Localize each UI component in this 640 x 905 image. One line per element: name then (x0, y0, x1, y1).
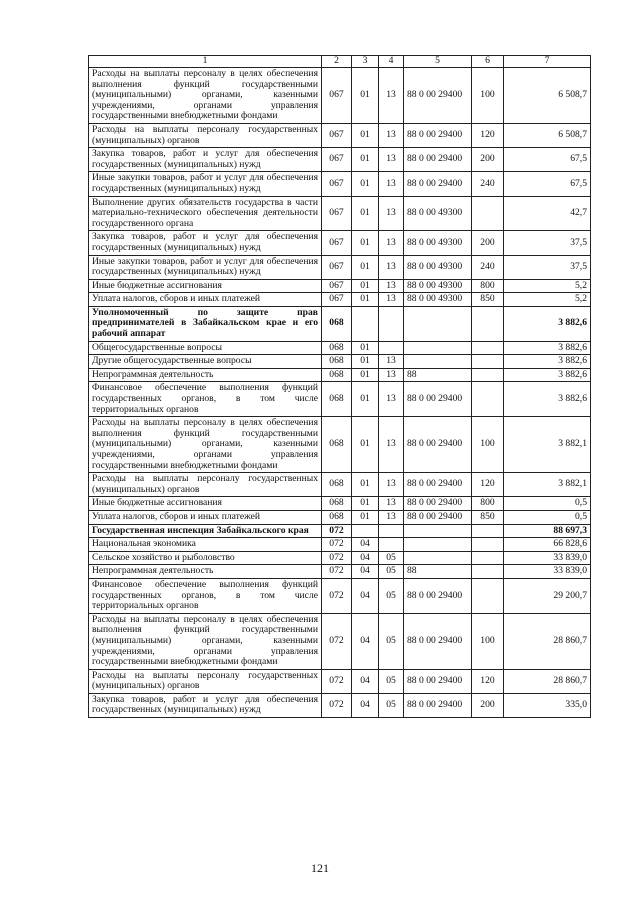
target-article-cell: 88 0 00 49300 (404, 196, 472, 231)
table-row (89, 669, 591, 693)
item-name-cell: Уплата налогов, сборов и иных платежей (89, 293, 322, 307)
subsection-code-cell: 13 (379, 355, 404, 369)
subsection-code-cell: 05 (379, 551, 404, 565)
amount-cell: 335,0 (504, 693, 591, 717)
item-name-cell: Расходы на выплаты персоналу государственных (муниципальных) органов (89, 473, 322, 497)
subsection-code-cell (379, 341, 404, 355)
item-name-cell: Финансовое обеспечение выполнения функций государственных органов, в том числе территориальных органов (89, 382, 322, 417)
column-number: 7 (504, 56, 591, 68)
section-code-cell: 04 (352, 538, 379, 552)
subsection-code-cell: 13 (379, 172, 404, 196)
section-code-cell: 01 (352, 172, 379, 196)
admin-code-cell: 072 (322, 578, 352, 613)
item-name-cell: Закупка товаров, работ и услуг для обеспечения государственных (муниципальных) нужд (89, 231, 322, 255)
subsection-code-cell: 13 (379, 279, 404, 293)
section-code-cell: 01 (352, 148, 379, 172)
amount-cell: 3 882,6 (504, 306, 591, 341)
amount-cell: 28 860,7 (504, 613, 591, 669)
subsection-code-cell: 13 (379, 382, 404, 417)
column-number-row (89, 56, 591, 68)
table-row (89, 148, 591, 172)
amount-cell: 67,5 (504, 148, 591, 172)
item-name-cell: Расходы на выплаты персоналу в целях обеспечения выполнения функций государственными (муниципальными) органами, казенными учреждениями, органами управления государственными внебюджетными фондами (89, 613, 322, 669)
target-article-cell: 88 0 00 29400 (404, 473, 472, 497)
target-article-cell: 88 0 00 49300 (404, 255, 472, 279)
target-article-cell: 88 0 00 29400 (404, 148, 472, 172)
table-row (89, 578, 591, 613)
table-row (89, 473, 591, 497)
table-row (89, 255, 591, 279)
target-article-cell: 88 0 00 29400 (404, 172, 472, 196)
amount-cell: 29 200,7 (504, 578, 591, 613)
expense-type-cell: 800 (472, 279, 504, 293)
amount-cell: 5,2 (504, 279, 591, 293)
amount-cell: 6 508,7 (504, 68, 591, 124)
admin-code-cell: 072 (322, 551, 352, 565)
expense-type-cell: 800 (472, 497, 504, 511)
item-name-cell: Государственная инспекция Забайкальского края (89, 524, 322, 538)
target-article-cell: 88 0 00 49300 (404, 293, 472, 307)
target-article-cell: 88 0 00 29400 (404, 510, 472, 524)
subsection-code-cell: 13 (379, 417, 404, 473)
target-article-cell (404, 538, 472, 552)
table-row (89, 417, 591, 473)
subsection-code-cell: 13 (379, 68, 404, 124)
admin-code-cell: 067 (322, 172, 352, 196)
item-name-cell: Непрограммная деятельность (89, 368, 322, 382)
section-code-cell: 01 (352, 497, 379, 511)
amount-cell: 66 828,6 (504, 538, 591, 552)
section-code-cell: 01 (352, 382, 379, 417)
table-row (89, 172, 591, 196)
admin-code-cell: 067 (322, 255, 352, 279)
subsection-code-cell: 13 (379, 368, 404, 382)
section-code-cell: 01 (352, 231, 379, 255)
item-name-cell: Уплата налогов, сборов и иных платежей (89, 510, 322, 524)
table-row (89, 497, 591, 511)
expense-type-cell (472, 306, 504, 341)
section-code-cell: 01 (352, 255, 379, 279)
expense-type-cell (472, 355, 504, 369)
subsection-code-cell: 13 (379, 473, 404, 497)
target-article-cell: 88 (404, 565, 472, 579)
expense-type-cell: 850 (472, 510, 504, 524)
expense-type-cell (472, 341, 504, 355)
expense-type-cell (472, 368, 504, 382)
item-name-cell: Выполнение других обязательств государства в части материально-технического обеспечения деятельности государственного органа (89, 196, 322, 231)
expense-type-cell: 100 (472, 613, 504, 669)
amount-cell: 6 508,7 (504, 123, 591, 147)
item-name-cell: Иные бюджетные ассигнования (89, 497, 322, 511)
expense-type-cell: 240 (472, 255, 504, 279)
column-number: 1 (89, 56, 322, 68)
amount-cell: 3 882,6 (504, 341, 591, 355)
target-article-cell: 88 0 00 29400 (404, 578, 472, 613)
target-article-cell: 88 0 00 49300 (404, 279, 472, 293)
subsection-code-cell (379, 524, 404, 538)
subsection-code-cell: 13 (379, 123, 404, 147)
table-row (89, 510, 591, 524)
table-row (89, 613, 591, 669)
item-name-cell: Иные закупки товаров, работ и услуг для обеспечения государственных (муниципальных) нужд (89, 172, 322, 196)
table-row (89, 231, 591, 255)
item-name-cell: Расходы на выплаты персоналу государственных (муниципальных) органов (89, 123, 322, 147)
subsection-code-cell: 05 (379, 613, 404, 669)
item-name-cell: Иные бюджетные ассигнования (89, 279, 322, 293)
admin-code-cell: 068 (322, 510, 352, 524)
target-article-cell (404, 524, 472, 538)
section-code-cell: 01 (352, 123, 379, 147)
amount-cell: 33 839,0 (504, 565, 591, 579)
table-row (89, 551, 591, 565)
section-code-cell: 01 (352, 473, 379, 497)
section-code-cell: 01 (352, 68, 379, 124)
amount-cell: 3 882,1 (504, 417, 591, 473)
expense-type-cell: 120 (472, 123, 504, 147)
amount-cell: 28 860,7 (504, 669, 591, 693)
table-row (89, 368, 591, 382)
admin-code-cell: 068 (322, 368, 352, 382)
table-row (89, 355, 591, 369)
target-article-cell: 88 0 00 29400 (404, 382, 472, 417)
amount-cell: 33 839,0 (504, 551, 591, 565)
item-name-cell: Национальная экономика (89, 538, 322, 552)
subsection-code-cell: 05 (379, 693, 404, 717)
amount-cell: 3 882,1 (504, 473, 591, 497)
expense-type-cell: 200 (472, 231, 504, 255)
subsection-code-cell: 05 (379, 578, 404, 613)
admin-code-cell: 067 (322, 293, 352, 307)
target-article-cell: 88 0 00 29400 (404, 497, 472, 511)
subsection-code-cell: 13 (379, 510, 404, 524)
expense-type-cell (472, 538, 504, 552)
table-row (89, 196, 591, 231)
expense-type-cell: 850 (472, 293, 504, 307)
item-name-cell: Иные закупки товаров, работ и услуг для обеспечения государственных (муниципальных) нужд (89, 255, 322, 279)
amount-cell: 67,5 (504, 172, 591, 196)
budget-page (88, 55, 590, 718)
target-article-cell: 88 0 00 29400 (404, 669, 472, 693)
item-name-cell: Уполномоченный по защите прав предпринимателей в Забайкальском крае и его рабочий аппарат (89, 306, 322, 341)
section-code-cell: 04 (352, 578, 379, 613)
amount-cell: 37,5 (504, 255, 591, 279)
admin-code-cell: 072 (322, 669, 352, 693)
expense-type-cell (472, 524, 504, 538)
admin-code-cell: 072 (322, 524, 352, 538)
admin-code-cell: 068 (322, 497, 352, 511)
section-code-cell: 04 (352, 693, 379, 717)
table-row (89, 524, 591, 538)
target-article-cell (404, 551, 472, 565)
section-code-cell: 01 (352, 368, 379, 382)
expense-type-cell: 100 (472, 417, 504, 473)
section-code-cell: 01 (352, 510, 379, 524)
admin-code-cell: 067 (322, 148, 352, 172)
target-article-cell: 88 (404, 368, 472, 382)
admin-code-cell: 067 (322, 68, 352, 124)
table-row (89, 341, 591, 355)
section-code-cell: 01 (352, 341, 379, 355)
item-name-cell: Финансовое обеспечение выполнения функций государственных органов, в том числе территориальных органов (89, 578, 322, 613)
admin-code-cell: 068 (322, 417, 352, 473)
target-article-cell (404, 355, 472, 369)
admin-code-cell: 067 (322, 123, 352, 147)
section-code-cell: 01 (352, 279, 379, 293)
expense-type-cell: 240 (472, 172, 504, 196)
amount-cell: 3 882,6 (504, 355, 591, 369)
column-number: 4 (379, 56, 404, 68)
target-article-cell (404, 341, 472, 355)
subsection-code-cell: 13 (379, 293, 404, 307)
section-code-cell: 04 (352, 613, 379, 669)
expense-type-cell: 120 (472, 669, 504, 693)
expense-type-cell (472, 551, 504, 565)
column-number: 2 (322, 56, 352, 68)
section-code-cell: 01 (352, 417, 379, 473)
target-article-cell (404, 306, 472, 341)
admin-code-cell: 068 (322, 473, 352, 497)
amount-cell: 88 697,3 (504, 524, 591, 538)
table-row (89, 279, 591, 293)
amount-cell: 3 882,6 (504, 382, 591, 417)
item-name-cell: Расходы на выплаты персоналу в целях обеспечения выполнения функций государственными (муниципальными) органами, казенными учреждениями, органами управления государственными внебюджетными фондами (89, 68, 322, 124)
item-name-cell: Закупка товаров, работ и услуг для обеспечения государственных (муниципальных) нужд (89, 148, 322, 172)
subsection-code-cell: 13 (379, 497, 404, 511)
table-row (89, 68, 591, 124)
expense-type-cell (472, 565, 504, 579)
subsection-code-cell: 13 (379, 148, 404, 172)
amount-cell: 42,7 (504, 196, 591, 231)
column-number: 6 (472, 56, 504, 68)
amount-cell: 37,5 (504, 231, 591, 255)
expense-type-cell: 200 (472, 693, 504, 717)
target-article-cell: 88 0 00 49300 (404, 231, 472, 255)
amount-cell: 5,2 (504, 293, 591, 307)
subsection-code-cell (379, 306, 404, 341)
table-row (89, 123, 591, 147)
section-code-cell: 01 (352, 196, 379, 231)
section-code-cell (352, 524, 379, 538)
admin-code-cell: 068 (322, 306, 352, 341)
section-code-cell: 01 (352, 293, 379, 307)
admin-code-cell: 072 (322, 613, 352, 669)
admin-code-cell: 067 (322, 279, 352, 293)
admin-code-cell: 067 (322, 196, 352, 231)
admin-code-cell: 072 (322, 693, 352, 717)
table-row (89, 382, 591, 417)
item-name-cell: Другие общегосударственные вопросы (89, 355, 322, 369)
table-row (89, 293, 591, 307)
section-code-cell (352, 306, 379, 341)
column-number: 3 (352, 56, 379, 68)
subsection-code-cell: 13 (379, 196, 404, 231)
page-number: 121 (311, 861, 329, 875)
table-row (89, 565, 591, 579)
table-row (89, 538, 591, 552)
table-row (89, 693, 591, 717)
section-code-cell: 04 (352, 565, 379, 579)
column-number: 5 (404, 56, 472, 68)
amount-cell: 0,5 (504, 497, 591, 511)
subsection-code-cell: 05 (379, 669, 404, 693)
expense-type-cell: 200 (472, 148, 504, 172)
subsection-code-cell: 05 (379, 565, 404, 579)
admin-code-cell: 068 (322, 382, 352, 417)
admin-code-cell: 068 (322, 355, 352, 369)
item-name-cell: Общегосударственные вопросы (89, 341, 322, 355)
target-article-cell: 88 0 00 29400 (404, 417, 472, 473)
admin-code-cell: 068 (322, 341, 352, 355)
item-name-cell: Расходы на выплаты персоналу государственных (муниципальных) органов (89, 669, 322, 693)
admin-code-cell: 072 (322, 565, 352, 579)
section-code-cell: 04 (352, 669, 379, 693)
subsection-code-cell: 13 (379, 231, 404, 255)
item-name-cell: Непрограммная деятельность (89, 565, 322, 579)
target-article-cell: 88 0 00 29400 (404, 613, 472, 669)
expense-type-cell (472, 382, 504, 417)
subsection-code-cell (379, 538, 404, 552)
item-name-cell: Расходы на выплаты персоналу в целях обеспечения выполнения функций государственными (муниципальными) органами, казенными учреждениями, органами управления государственными внебюджетными фондами (89, 417, 322, 473)
subsection-code-cell: 13 (379, 255, 404, 279)
item-name-cell: Сельское хозяйство и рыболовство (89, 551, 322, 565)
target-article-cell: 88 0 00 29400 (404, 693, 472, 717)
section-code-cell: 04 (352, 551, 379, 565)
expense-type-cell (472, 578, 504, 613)
amount-cell: 3 882,6 (504, 368, 591, 382)
amount-cell: 0,5 (504, 510, 591, 524)
admin-code-cell: 072 (322, 538, 352, 552)
table-row (89, 306, 591, 341)
expense-type-cell: 100 (472, 68, 504, 124)
target-article-cell: 88 0 00 29400 (404, 123, 472, 147)
expense-type-cell: 120 (472, 473, 504, 497)
admin-code-cell: 067 (322, 231, 352, 255)
target-article-cell: 88 0 00 29400 (404, 68, 472, 124)
budget-table (88, 55, 591, 718)
expense-type-cell (472, 196, 504, 231)
item-name-cell: Закупка товаров, работ и услуг для обеспечения государственных (муниципальных) нужд (89, 693, 322, 717)
section-code-cell: 01 (352, 355, 379, 369)
